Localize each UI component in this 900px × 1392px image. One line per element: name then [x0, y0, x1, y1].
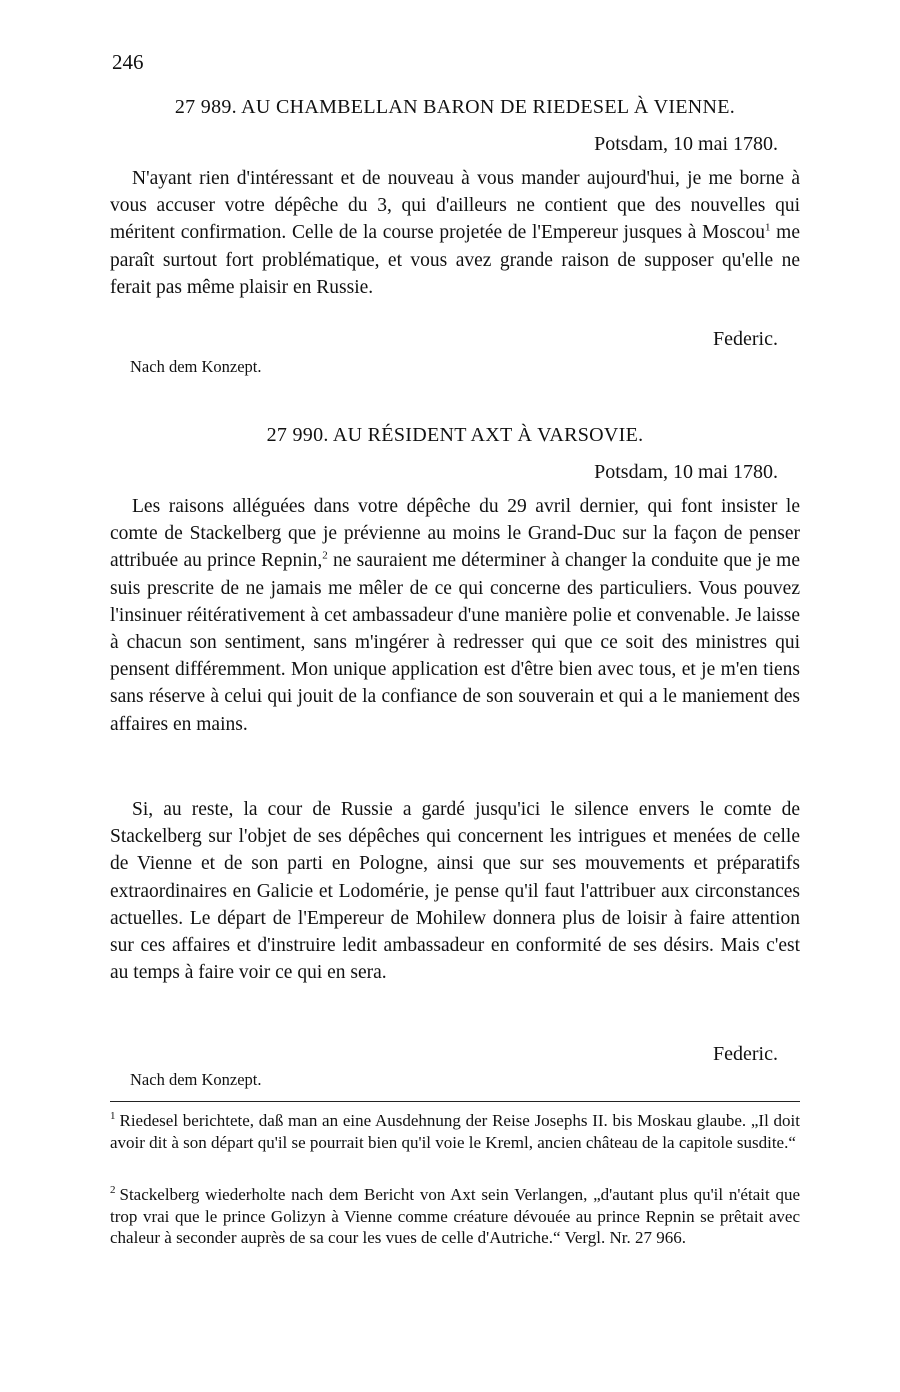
- letter-paragraph: Si, au reste, la cour de Russie a gardé jusqu'ici le silence envers le comte de Stackelberg sur l'objet de ses dépêches qui concernent les intrigues et menées de celle de Vienne et de son parti en Pologne, ainsi que sur ses mouvements et préparatifs extraordinaires en Galicie et Lodomérie, je pense qu'il faut l'attribuer aux circonstances actuelles. Le départ de l'Empereur de Mohilew donnera plus de loisir à faire attention sur ces affaires et d'instruire ledit ambassadeur en conformité de ses désirs. Mais c'est au temps à faire voir ce qui en sera.: [110, 799, 800, 984]
- footnote-label: 1: [110, 1110, 116, 1123]
- letter-paragraph: Les raisons alléguées dans votre dépêche du 29 avril dernier, qui font insister le comte de Stackelberg que je prévienne au moins le Grand-Duc sur la façon de penser attribuée au prince Repnin,$^2$ ne sauraient me déterminer à changer la conduite que je me suis prescrite de ne jamais me mêler de ce qui concerne des particuliers. Vous pouvez l'insinuer réitérativement à cet ambassadeur d'une manière polie et convenable. Je laisse à chacun son sentiment, sans m'ingérer à redresser qui que ce soit des ministres qui pensent différemment. Mon unique application est d'être bien avec tous, et je m'en tiens sans réserve à celui qui jouit de la confiance de son souverain et qui a le maniement des affaires en mains.: [110, 496, 801, 735]
- letter-heading: 27 990. AU RÉSIDENT AXT À VARSOVIE.: [266, 424, 644, 446]
- page-number: 246: [112, 50, 144, 74]
- footnote-marker: 1: [764, 221, 771, 234]
- footnote-marker: 2: [322, 549, 328, 562]
- letter-dateline: Potsdam, 10 mai 1780.: [594, 461, 778, 483]
- footnote: $^1$ Riedesel berichtete, daß man an eine Ausdehnung der Reise Josephs II. bis Moskau glaube. „Il doit avoir dit à son départ qu'il se pourrait bien qu'il voie le Kreml, ancien château de la capitole susdite.“: [110, 1110, 800, 1152]
- letter-heading: 27 989. AU CHAMBELLAN BARON DE RIEDESEL À VIENNE.: [174, 96, 736, 118]
- letter-source-note: Nach dem Konzept.: [130, 1070, 262, 1089]
- footnote: $^2$ Stackelberg wiederholte nach dem Bericht von Axt sein Verlangen, „d'autant plus qu'il n'était que trop vrai que le prince Golizyn à Vienne comme créature dévouée au prince Repnin se prêtait avec chaleur à seconder auprès de sa cour les vues de celle d'Autriche.“ Vergl. Nr. 27 966.: [110, 1184, 800, 1247]
- footnote-label: 2: [110, 1184, 116, 1197]
- letter-signature: Federic.: [713, 1043, 778, 1065]
- letter-paragraph: N'ayant rien d'intéressant et de nouveau à vous mander aujourd'hui, je me borne à vous accuser votre dépêche du 3, qui d'ailleurs ne contient que des nouvelles qui méritent confirmation. Celle de la course projetée de l'Empereur jusques à Moscou$^1$ me paraît surtout fort problématique, et vous avez grande raison de supposer qu'elle ne ferait pas même plaisir en Russie.: [110, 168, 800, 298]
- footnote-divider: [110, 1101, 800, 1102]
- letter-dateline: Potsdam, 10 mai 1780.: [594, 133, 778, 155]
- letter-source-note: Nach dem Konzept.: [130, 357, 262, 376]
- letter-signature: Federic.: [713, 328, 778, 350]
